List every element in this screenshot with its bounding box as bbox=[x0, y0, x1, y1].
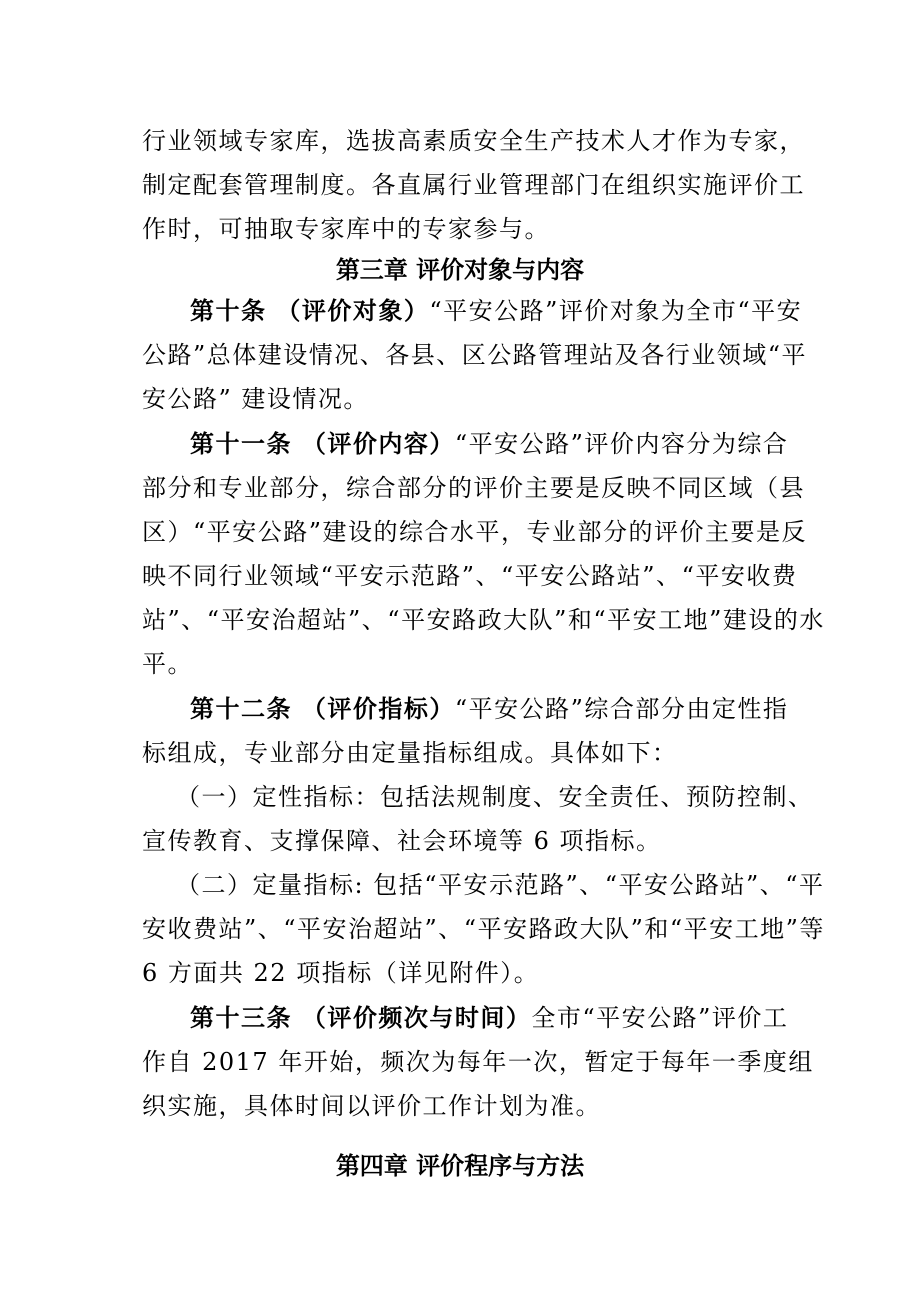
paragraph-line: 行业领域专家库，选拔高素质安全生产技术人才作为专家， bbox=[142, 127, 805, 155]
paragraph-line: 安收费站”、“平安治超站”、“平安路政大队”和“平安工地”等 bbox=[142, 915, 825, 943]
paragraph-line: 宣传教育、支撑保障、社会环境等 6 项指标。 bbox=[142, 827, 662, 855]
article-11-label: 第十一条 （评价内容） bbox=[190, 430, 455, 458]
paragraph-line: 制定配套管理制度。各直属行业管理部门在组织实施评价工 bbox=[142, 171, 805, 199]
paragraph-line: 映不同行业领域“平安示范路”、“平安公路站”、“平安收费 bbox=[142, 562, 798, 590]
article-11-text: “平安公路”评价内容分为综合 bbox=[454, 430, 789, 458]
paragraph-line: 织实施，具体时间以评价工作计划为准。 bbox=[142, 1092, 601, 1120]
paragraph-line: 安公路” 建设情况。 bbox=[142, 385, 369, 413]
paragraph-line: 平。 bbox=[142, 650, 193, 678]
paragraph-line: 公路”总体建设情况、各县、区公路管理站及各行业领域“平 bbox=[142, 341, 808, 369]
chapter-heading-3: 第三章 评价对象与内容 bbox=[335, 256, 585, 284]
paragraph-line: 作时，可抽取专家库中的专家参与。 bbox=[142, 215, 550, 243]
article-13-text: 全市“平安公路”评价工 bbox=[531, 1004, 789, 1032]
chapter-heading-4: 第四章 评价程序与方法 bbox=[335, 1152, 585, 1180]
article-10-line bbox=[190, 296, 802, 326]
article-11-line bbox=[190, 429, 788, 459]
paragraph-line: 区）“平安公路”建设的综合水平，专业部分的评价主要是反 bbox=[142, 518, 808, 546]
article-12-label: 第十二条 （评价指标） bbox=[190, 695, 455, 723]
article-13-line bbox=[190, 1003, 788, 1033]
article-10-text: “平安公路”评价对象为全市“平安 bbox=[429, 297, 803, 325]
list-item-1: （一）定性指标：包括法规制度、安全责任、预防控制、 bbox=[176, 783, 814, 811]
paragraph-line: 6 方面共 22 项指标（详见附件）。 bbox=[142, 959, 540, 987]
article-10-label: 第十条 （评价对象） bbox=[190, 297, 430, 325]
article-13-label: 第十三条 （评价频次与时间） bbox=[190, 1004, 532, 1032]
list-item-2: （二）定量指标: 包括“平安示范路”、“平安公路站”、“平 bbox=[176, 871, 825, 899]
article-12-line bbox=[190, 694, 788, 724]
article-12-text: “平安公路”综合部分由定性指 bbox=[454, 695, 789, 723]
paragraph-line: 作自 2017 年开始，频次为每年一次，暂定于每年一季度组 bbox=[142, 1048, 814, 1076]
paragraph-line: 标组成，专业部分由定量指标组成。具体如下： bbox=[142, 739, 678, 767]
paragraph-line: 站”、“平安治超站”、“平安路政大队”和“平安工地”建设的水 bbox=[142, 606, 825, 634]
paragraph-line: 部分和专业部分，综合部分的评价主要是反映不同区域（县 bbox=[142, 474, 805, 502]
